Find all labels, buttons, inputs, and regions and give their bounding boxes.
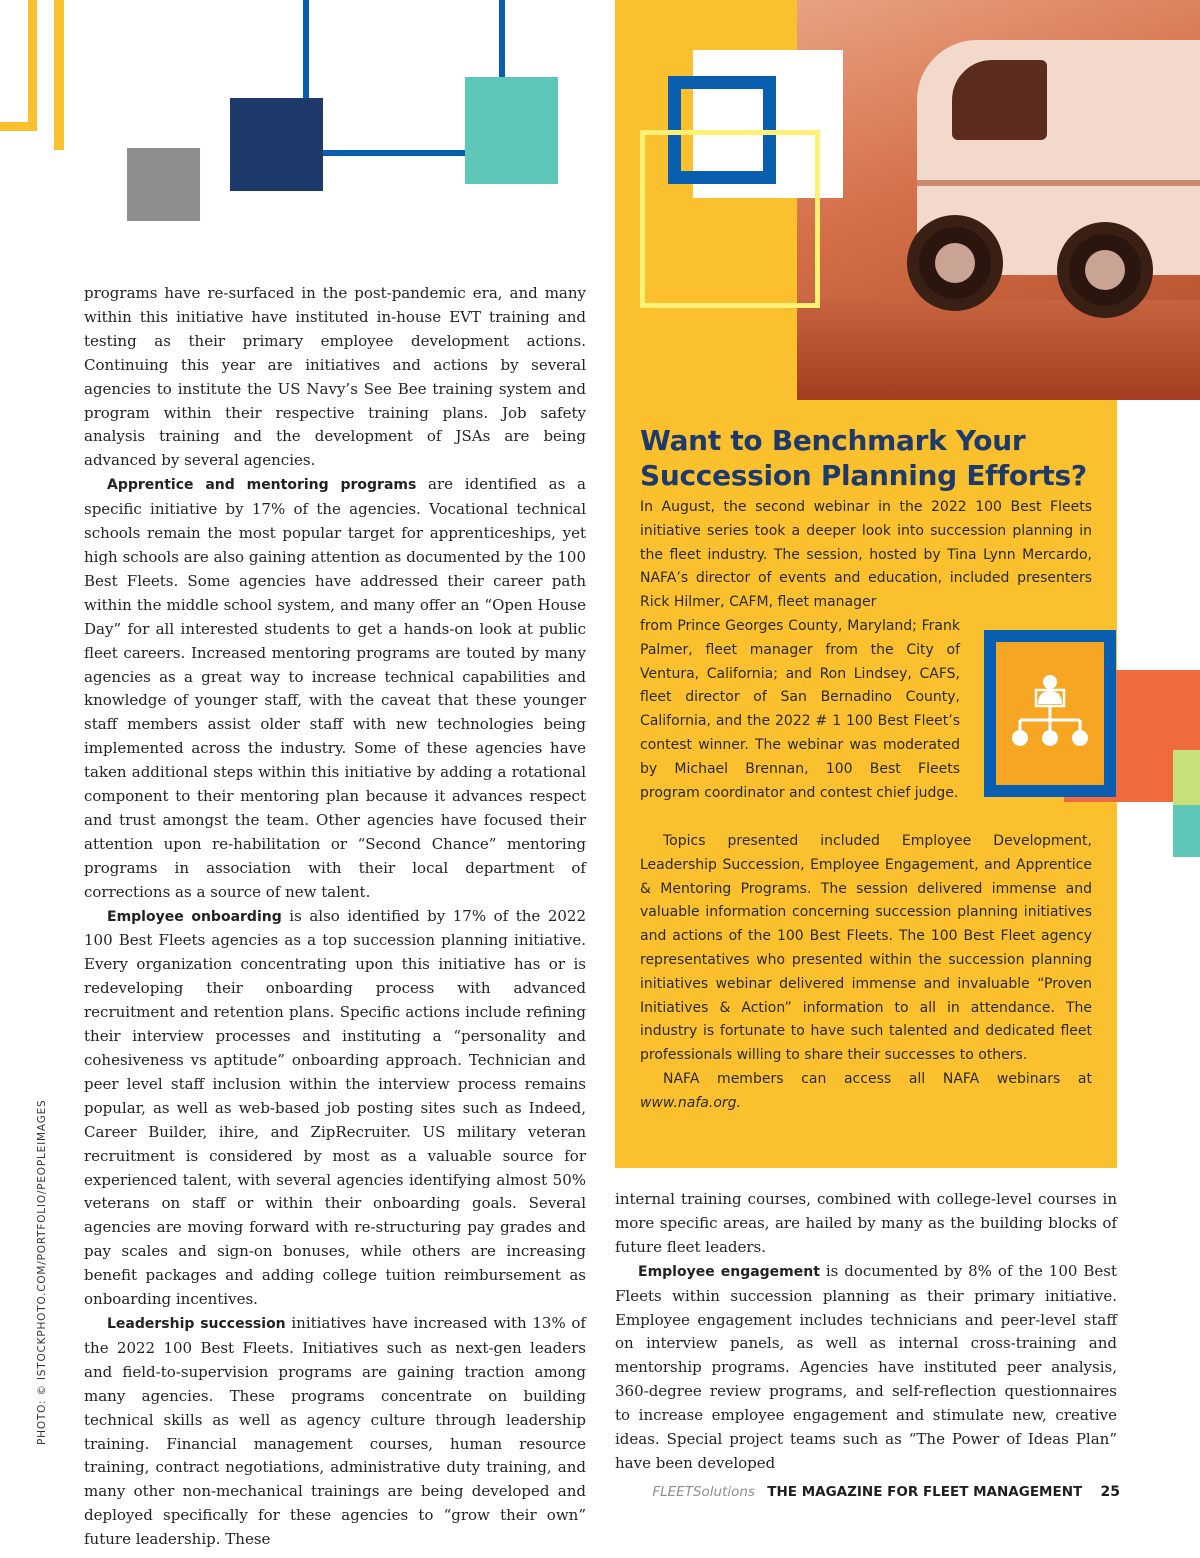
sidebar-paragraphs	[640, 830, 1092, 1116]
paragraph-text: is documented by 8% of the 100 Best Fleets within succession planning as their primary initiative. Employee engagement includes technicians and peer-level staff on interview panels, as well as internal cross-training and mentorship programs. Agencies have instituted peer analysis, 360-degree review programs, and self-reflection questionnaires to increase employee engagement and stimulate new, creative ideas. Special project teams such as “The Power of Ideas Plan” have been developed	[615, 1261, 1117, 1472]
footer-brand: FLEETSolutions	[652, 1484, 755, 1500]
org-chart-icon	[996, 642, 1104, 785]
decor-yellow-frame	[0, 0, 37, 131]
kicker: Employee onboarding	[107, 908, 282, 925]
kicker: Leadership succession	[107, 1315, 286, 1332]
sidebar-title: Want to Benchmark Your Succession Planning Efforts?	[640, 424, 1087, 492]
wheel-hub	[1085, 250, 1125, 290]
decor-teal-square	[465, 77, 558, 184]
sidebar-text: In August, the second webinar in the 2022 100 Best Fleets initiative series took a deeper look into succession planning in the fleet industry. The session, hosted by Tina Lynn Mercardo, NAFA’s director of events and education, included presenters Rick Hilmer, CAFM, fleet manager	[640, 499, 1092, 611]
paragraph: programs have re-surfaced in the post-pandemic era, and many within this initiative have instituted in-house EVT training and testing as their primary employee development actions. Continuing this year are initiatives and actions by several agencies to institute the US Navy’s See Bee training system and program within their respective training plans. Job safety analysis training and the development of JSAs are being advanced by several agencies.	[84, 284, 586, 470]
footer-tagline: THE MAGAZINE FOR FLEET MANAGEMENT	[767, 1484, 1083, 1500]
decor-pale-yellow-frame	[640, 130, 820, 308]
decor-green-strip	[1173, 750, 1200, 805]
wheel-hub	[935, 243, 975, 283]
sidebar-text-part: NAFA members can access all NAFA webinars at	[663, 1070, 1092, 1087]
van-photo	[797, 0, 1200, 400]
paragraph-text: are identified as a specific initiative by 17% of the agencies. Vocational technical schools remain the most popular target for apprenticeships, yet high schools are also gaining attention as documented by the 100 Best Fleets. Some agencies have addressed their career path within the middle school system, and many offer an “Open House Day” for all interested students to get a hands-on look at public fleet careers. Increased mentoring programs are touted by many agencies as a great way to increase technical capabilities and knowledge of younger staff, with the caveat that these younger staff members assist older staff with new technologies being implemented across the industry. Some of these agencies have taken additional steps within this initiative by adding a rotational component to their mentoring plan because it advances respect and trust amongst the team. Other agencies have focused their attention upon re-habilitation or “Second Chance” mentoring programs in association with their local department of corrections as a source of new talent.	[84, 475, 586, 901]
decor-yellow-bar	[54, 0, 64, 150]
photo-credit: PHOTO: © ISTOCKPHOTO.COM/PORTFOLIO/PEOPLEIMAGES	[36, 1099, 48, 1445]
sidebar-text: Topics presented included Employee Development, Leadership Succession, Employee Engagement, and Apprentice & Mentoring Programs. The session delivered immense and valuable information concerning succession planning initiatives and actions of the 100 Best Fleets. The 100 Best Fleet agency representatives who presented within the succession planning initiatives webinar delivered immense and invaluable “Proven Initiatives & Action” information to all in attendance. The industry is fortunate to have such talented and dedicated fleet professionals willing to share their successes to others.	[640, 833, 1092, 1064]
decor-gray-square	[127, 148, 200, 221]
page-footer	[652, 1484, 1120, 1500]
paragraph	[615, 1260, 1117, 1476]
sidebar-text: from Prince Georges County, Maryland; Frank Palmer, fleet manager from the City of Ventura, California; and Ron Lindsey, CAFS, fleet director of San Bernadino County, California, and the 2022 # 1 100 Best Fleet’s contest winner. The webinar was moderated by Michael Brennan, 100 Best Fleets program coordinator and contest chief judge.	[640, 618, 960, 801]
paragraph	[84, 905, 586, 1312]
paragraph: internal training courses, combined with college-level courses in more specific areas, are hailed by many as the building blocks of future fleet leaders.	[615, 1190, 1117, 1256]
nafa-link[interactable]: www.nafa.org.	[640, 1094, 741, 1111]
van-wheel	[1057, 222, 1153, 318]
sidebar-text	[640, 1068, 1092, 1116]
sidebar-paragraph	[640, 496, 1092, 615]
sidebar-paragraph	[640, 615, 960, 805]
article-right-column	[615, 1188, 1117, 1476]
paragraph	[84, 473, 586, 904]
van-window	[952, 60, 1047, 140]
van-stripe	[917, 180, 1200, 186]
decor-teal-strip	[1173, 805, 1200, 857]
decor-navy-square	[230, 98, 323, 191]
paragraph	[84, 1312, 586, 1552]
kicker: Employee engagement	[638, 1263, 820, 1280]
page-number: 25	[1100, 1484, 1120, 1500]
van-wheel	[907, 215, 1003, 311]
paragraph-text: is also identified by 17% of the 2022 100 Best Fleets agencies as a top succession planning initiative. Every organization concentrating upon this initiative has or is redeveloping their onboarding process with advanced recruitment and retention plans. Specific actions include refining their interview processes and instituting a “personality and cohesiveness vs aptitude” onboarding approach. Technician and peer level staff inclusion within the interview process remains popular, as well as web-based job posting sites such as Indeed, Career Builder, ihire, and ZipRecruiter. US military veteran recruitment is considered by most as a valuable source for experienced talent, with several agencies identifying almost 50% veterans on staff or within their onboarding goals. Several agencies are moving forward with re-structuring pay grades and pay scales and sign-on bonuses, while others are increasing benefit packages and adding college tuition reimbursement as onboarding incentives.	[84, 906, 587, 1309]
kicker: Apprentice and mentoring programs	[107, 477, 417, 494]
org-chart-icon-box	[984, 630, 1116, 797]
paragraph-text: initiatives have increased with 13% of the 2022 100 Best Fleets. Initiatives such as next-gen leaders and field-to-supervision programs are gaining traction among many agencies. These programs concentrate on building technical skills as well as agency culture through leadership training. Financial management courses, human resource training, contract negotiations, administrative duty training, and many other non-mechanical trainings are being developed and deployed specifically for these agencies to “grow their own” future leadership. These	[84, 1313, 586, 1549]
article-left-column	[84, 282, 586, 1552]
road	[797, 300, 1200, 400]
